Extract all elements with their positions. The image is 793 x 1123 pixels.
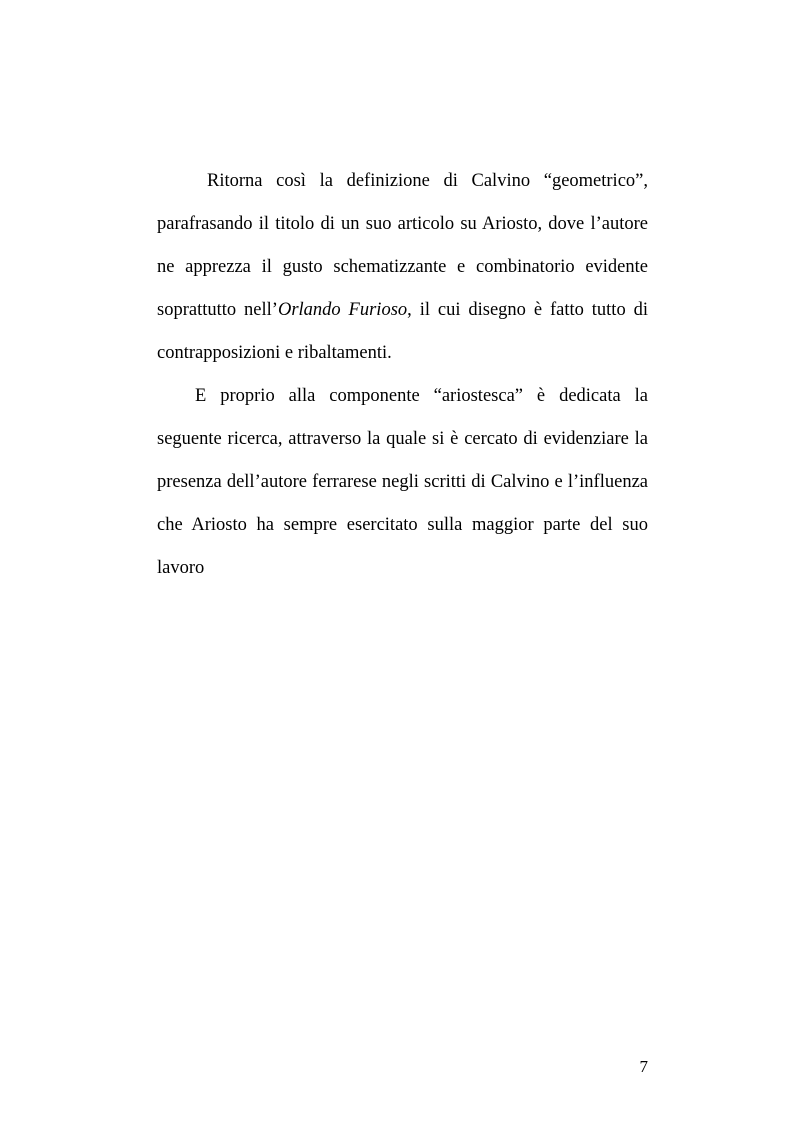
line-4-text-after: , il cui disegno è fatto tutto di <box>407 300 648 320</box>
paragraph-2-line-3: presenza dell’autore ferrarese negli scritti di Calvino e l’influenza <box>157 472 648 492</box>
paragraph-2-line-1: E proprio alla componente “ariostesca” è dedicata la <box>195 386 648 406</box>
paragraph-1-line-3: ne apprezza il gusto schematizzante e combinatorio evidente <box>157 257 648 277</box>
paragraph-1-line-2: parafrasando il titolo di un suo articolo su Ariosto, dove l’autore <box>157 214 648 234</box>
italic-title-orlando-furioso: Orlando Furioso <box>277 300 408 320</box>
line-4-text-before: soprattutto nell’ <box>157 300 278 320</box>
paragraph-2-line-4: che Ariosto ha sempre esercitato sulla maggior parte del suo <box>157 515 648 535</box>
paragraph-1-line-5: contrapposizioni e ribaltamenti. <box>157 343 392 363</box>
paragraph-2-line-2: seguente ricerca, attraverso la quale si è cercato di evidenziare la <box>157 429 648 449</box>
paragraph-2-line-5: lavoro <box>157 558 205 578</box>
page-number: 7 <box>639 1057 648 1076</box>
paragraph-1-line-4 <box>157 298 648 322</box>
paragraph-1-line-1: Ritorna così la definizione di Calvino “geometrico”, <box>207 171 648 191</box>
